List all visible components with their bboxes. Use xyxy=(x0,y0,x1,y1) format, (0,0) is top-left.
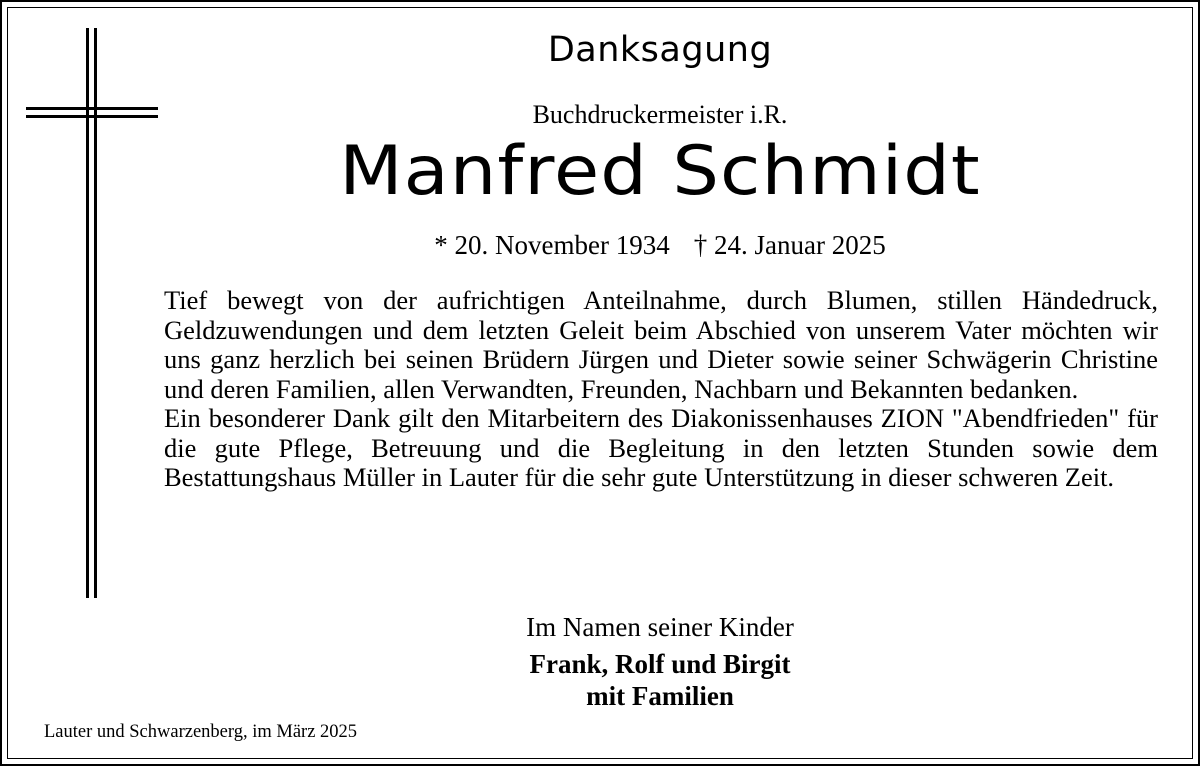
signature-family: mit Familien xyxy=(586,681,734,711)
death-date: † 24. Januar 2025 xyxy=(693,230,886,260)
paragraph-thanks: Tief bewegt von der aufrichtigen Anteilnahme, durch Blumen, stillen Händedruck, Geldzuwendungen und dem letzten Geleit beim Abschied von unserem Vater möchten wir uns ganz herzlich bei seinen Brüdern Jürgen und Dieter sowie seiner Schwägerin Christine und deren Familien, allen Verwandten, Freunden, Nachbarn und Bekannten bedanken. xyxy=(164,285,1158,404)
life-dates xyxy=(160,230,1160,261)
notice-heading: Danksagung xyxy=(547,30,773,70)
deceased-name: Manfred Schmidt xyxy=(339,132,981,211)
deceased-title: Buchdruckermeister i.R. xyxy=(532,100,788,129)
signature-intro: Im Namen seiner Kinder xyxy=(526,612,794,642)
thank-you-text xyxy=(164,286,1158,493)
cross-icon xyxy=(26,28,158,598)
signature-names: Frank, Rolf und Birgit xyxy=(529,649,791,679)
birth-date: * 20. November 1934 xyxy=(434,230,670,260)
paragraph-special-thanks: Ein besonderer Dank gilt den Mitarbeitern des Diakonissenhauses ZION "Abendfrieden" für die gute Pflege, Betreuung und die Begleitung in den letzten Stunden sowie dem Bestattungshaus Müller in Lauter für die sehr gute Unterstützung in dieser schweren Zeit. xyxy=(164,403,1158,492)
place-and-date: Lauter und Schwarzenberg, im März 2025 xyxy=(44,722,358,742)
